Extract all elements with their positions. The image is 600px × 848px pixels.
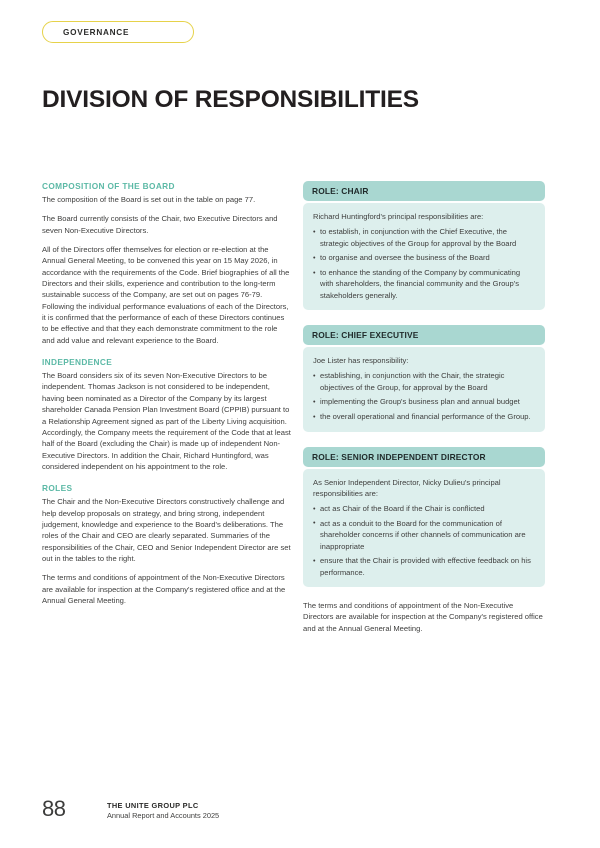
role-box-chair-list xyxy=(313,226,534,301)
page-footer xyxy=(42,798,219,822)
role-box-chief-executive-title: ROLE: CHIEF EXECUTIVE xyxy=(303,325,545,345)
right-column xyxy=(303,181,545,634)
list-item: • the overall operational and financial performance of the Group. xyxy=(313,411,534,422)
paragraph-composition-2: The Board currently consists of the Chair, two Executive Directors and seven Non-Executive Directors. xyxy=(42,214,278,235)
footer-page-number: 88 xyxy=(42,796,66,821)
list-item: • to establish, in conjunction with the Chief Executive, the strategic objectives of the Group for approval by the Board xyxy=(313,226,534,249)
paragraph-roles-1: The Chair and the Non-Executive Directors constructively challenge and help develop proposals on strategy, and bring strong, independent judgement, knowledge and experience to the Board's deliberations. The roles of the Chair and CEO are clearly separated. Summaries of the responsibilities of the Chair, CEO and Senior Independent Director are set out in the tables to the right. xyxy=(42,497,291,563)
left-column xyxy=(42,181,292,606)
list-item: • to organise and oversee the business of the Board xyxy=(313,252,534,263)
list-item: • to enhance the standing of the Company by communicating with shareholders, the financial community and the Group's stakeholders generally. xyxy=(313,267,534,301)
governance-pill-badge xyxy=(42,21,194,43)
list-item: • implementing the Group's business plan and annual budget xyxy=(313,396,534,407)
footer-text-block xyxy=(107,798,219,822)
role-box-chief-executive-body xyxy=(303,347,545,431)
role-box-chief-executive-intro: Joe Lister has responsibility: xyxy=(313,356,409,366)
role-box-chief-executive-list xyxy=(313,370,534,422)
section-heading-composition-of-the-board: COMPOSITION OF THE BOARD xyxy=(42,181,175,191)
role-box-senior-independent-director xyxy=(303,447,545,587)
role-box-senior-independent-director-body xyxy=(303,469,545,587)
role-box-chair-body xyxy=(303,203,545,310)
right-column-closing-paragraph: The terms and conditions of appointment of the Non-Executive Directors are available for inspection at the Company's registered office and at the Annual General Meeting. xyxy=(303,600,543,633)
role-box-chair-intro: Richard Huntingford's principal responsibilities are: xyxy=(313,212,484,221)
role-box-senior-independent-director-intro: As Senior Independent Director, Nicky Dulieu's principal responsibilities are: xyxy=(313,477,501,498)
paragraph-independence-1: The Board considers six of its seven Non-Executive Directors to be independent. Thomas Jackson is not considered to be independent, having been nominated as a Director of the Company by its largest shareholder Canada Pension Plan Investment Board (CPPIB) pursuant to a Relationship Agreement signed as part of the Liberty Living acquisition. Accordingly, the Company meets the requirement of the Code that at least half of the Board (excluding the Chair) is made up of independent Non-Executive Directors. In addition the Chair, Richard Huntingford, was considered independent on his appointment to the role. xyxy=(42,371,291,471)
section-heading-roles: ROLES xyxy=(42,483,73,494)
paragraph-composition-1: The composition of the Board is set out in the table on page 77. xyxy=(42,195,256,204)
section-heading-independence: INDEPENDENCE xyxy=(42,357,113,368)
list-item: • establishing, in conjunction with the Chair, the strategic objectives of the Group, for approval by the Board xyxy=(313,370,534,393)
governance-pill-label: GOVERNANCE xyxy=(63,27,130,37)
role-box-chair-title: ROLE: CHAIR xyxy=(303,181,545,201)
footer-company-name: THE UNITE GROUP PLC xyxy=(107,801,199,810)
page-title: DIVISION OF RESPONSIBILITIES xyxy=(42,86,419,114)
paragraph-roles-2: The terms and conditions of appointment of the Non-Executive Directors are available for inspection at the Company's registered office and at the Annual General Meeting. xyxy=(42,573,286,605)
role-box-senior-independent-director-title: ROLE: SENIOR INDEPENDENT DIRECTOR xyxy=(303,447,545,467)
list-item: • act as a conduit to the Board for the communication of shareholder concerns if other channels of communication are inappropriate xyxy=(313,518,534,552)
footer-report-subtitle: Annual Report and Accounts 2025 xyxy=(107,811,220,820)
role-box-chief-executive xyxy=(303,325,545,431)
list-item: • act as Chair of the Board if the Chair is conflicted xyxy=(313,503,534,514)
role-box-senior-independent-director-list xyxy=(313,503,534,578)
paragraph-composition-3: All of the Directors offer themselves for election or re-election at the Annual General Meeting, to be convened this year on 15 May 2026, in accordance with the requirements of the Code. Brief biographies of all the Directors and their skills, experience and contribution to the long-term sustainable success of the Company, are set out on pages 76-79. Following the individual performance evaluations of each of the Directors, it is confirmed that the performance of each of these Directors continues to be effective and that they each demonstrate commitment to the role and add value and relevant experience to the Board. xyxy=(42,245,290,345)
role-box-chair xyxy=(303,181,545,310)
list-item: • ensure that the Chair is provided with effective feedback on his performance. xyxy=(313,555,534,578)
